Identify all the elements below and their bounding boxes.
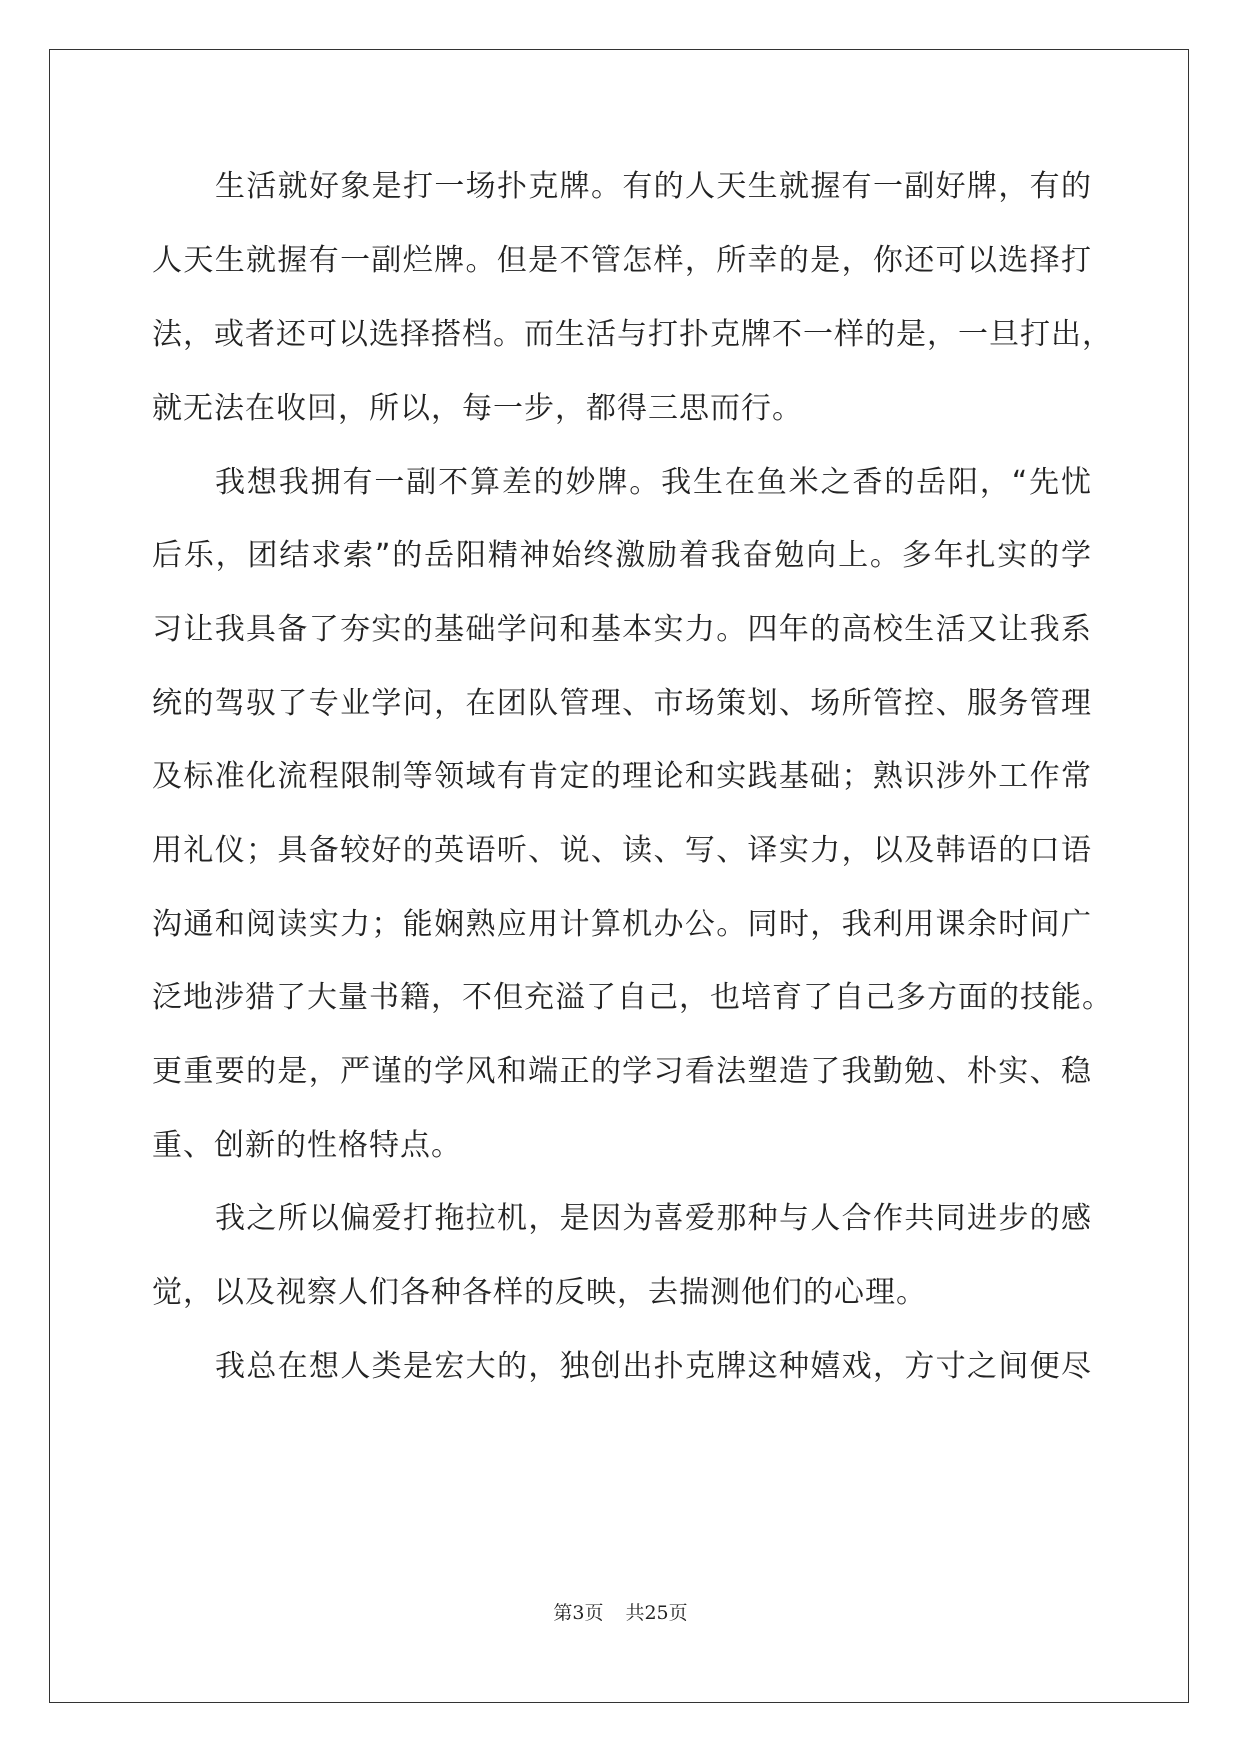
text-line: 后乐，团结求索”的岳阳精神始终激励着我奋勉向上。多年扎实的学	[152, 538, 1092, 573]
text-line: 泛地涉猎了大量书籍，不但充溢了自己，也培育了自己多方面的技能。	[152, 980, 1113, 1015]
text-line: 觉，以及视察人们各种各样的反映，去揣测他们的心理。	[152, 1275, 927, 1310]
page-number: 第3页	[553, 1602, 604, 1624]
text-line: 我想我拥有一副不算差的妙牌。我生在鱼米之香的岳阳，“先忧	[215, 465, 1092, 500]
text-line: 我总在想人类是宏大的，独创出扑克牌这种嬉戏，方寸之间便尽	[215, 1349, 1092, 1384]
page-total: 共25页	[625, 1602, 688, 1624]
page-footer	[0, 1601, 1241, 1625]
text-line: 就无法在收回，所以，每一步，都得三思而行。	[152, 391, 803, 426]
text-line: 生活就好象是打一场扑克牌。有的人天生就握有一副好牌，有的	[215, 169, 1092, 204]
text-line: 用礼仪；具备较好的英语听、说、读、写、译实力，以及韩语的口语	[152, 833, 1092, 868]
text-line: 更重要的是，严谨的学风和端正的学习看法塑造了我勤勉、朴实、稳	[152, 1054, 1092, 1089]
page-border	[49, 49, 1189, 1703]
text-line: 法，或者还可以选择搭档。而生活与打扑克牌不一样的是，一旦打出，	[152, 317, 1113, 352]
text-line: 及标准化流程限制等领域有肯定的理论和实践基础；熟识涉外工作常	[152, 759, 1092, 794]
text-line: 重、创新的性格特点。	[152, 1128, 462, 1163]
text-line: 习让我具备了夯实的基础学问和基本实力。四年的高校生活又让我系	[152, 612, 1092, 647]
text-line: 我之所以偏爱打拖拉机，是因为喜爱那种与人合作共同进步的感	[215, 1201, 1092, 1236]
text-line: 沟通和阅读实力；能娴熟应用计算机办公。同时，我利用课余时间广	[152, 907, 1092, 942]
text-line: 人天生就握有一副烂牌。但是不管怎样，所幸的是，你还可以选择打	[152, 243, 1092, 278]
text-line: 统的驾驭了专业学问，在团队管理、市场策划、场所管控、服务管理	[152, 686, 1092, 721]
